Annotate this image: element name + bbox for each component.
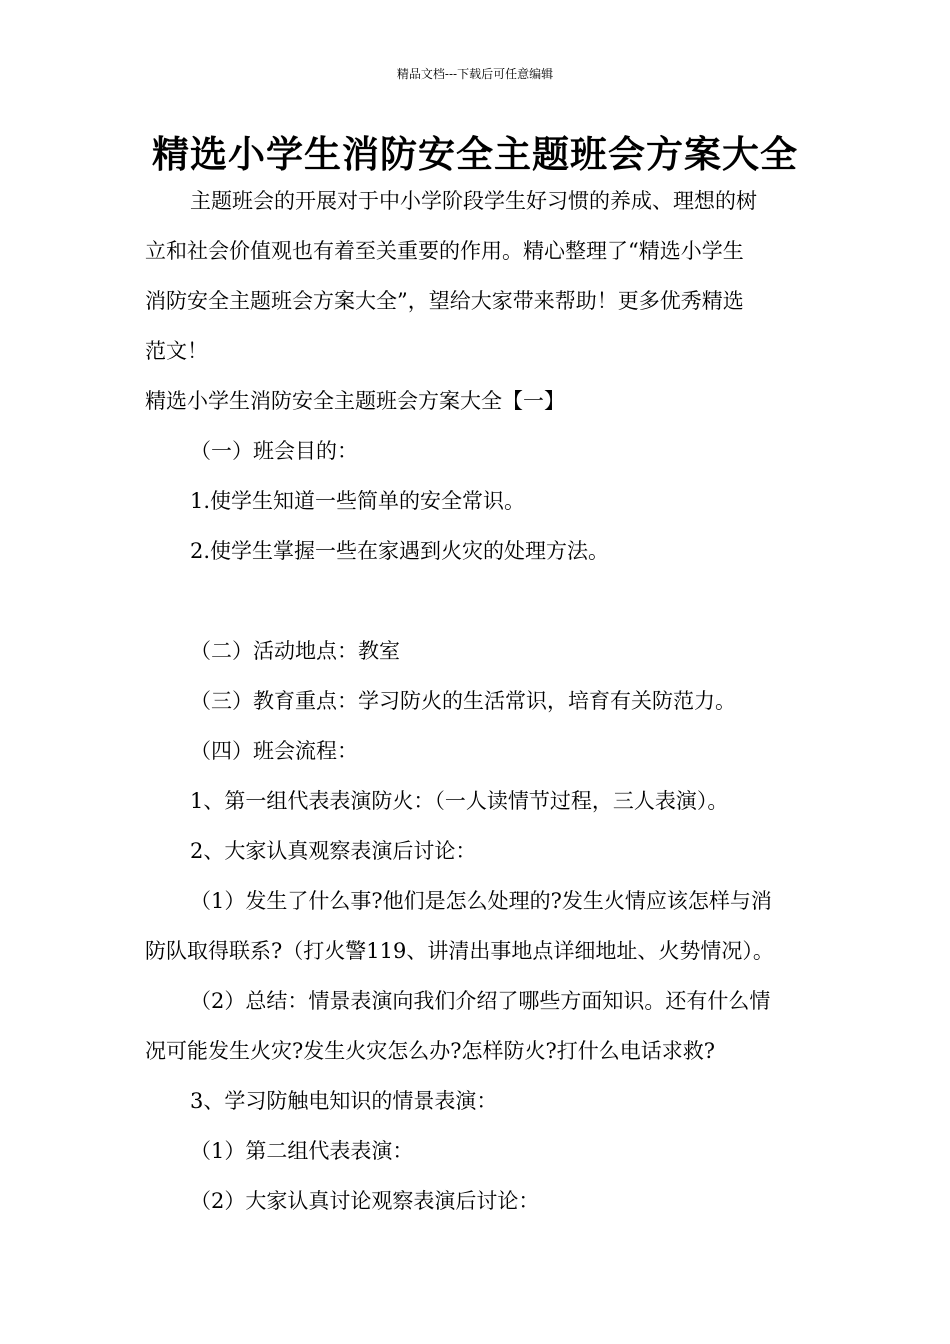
step-3-sub-1: （1）第二组代表表演： <box>190 1139 414 1163</box>
step-2-sub-2-line-2: 况可能发生火灾?发生火灾怎么办?怎样防火?打什么电话求救? <box>145 1039 716 1063</box>
process-step-3: 3、学习防触电知识的情景表演： <box>190 1089 498 1113</box>
page-header: 精品文档---下载后可任意编辑 <box>396 67 554 81</box>
item-process: （四）班会流程： <box>190 739 358 763</box>
purpose-point-2: 2.使学生掌握一些在家遇到火灾的处理方法。 <box>190 539 610 563</box>
item-purpose: （一）班会目的： <box>190 439 358 463</box>
intro-line-3: 消防安全主题班会方案大全”，望给大家带来帮助！更多优秀精选 <box>145 289 744 313</box>
purpose-point-1: 1.使学生知道一些简单的安全常识。 <box>190 489 526 513</box>
section-heading: 精选小学生消防安全主题班会方案大全【一】 <box>145 389 565 413</box>
intro-line-1: 主题班会的开展对于中小学阶段学生好习惯的养成、理想的树 <box>190 189 757 213</box>
item-focus: （三）教育重点：学习防火的生活常识，培育有关防范力。 <box>190 689 736 713</box>
step-2-sub-2-line-1: （2）总结：情景表演向我们介绍了哪些方面知识。还有什么情 <box>190 989 771 1013</box>
item-location: （二）活动地点：教室 <box>190 639 400 663</box>
document-title: 精选小学生消防安全主题班会方案大全 <box>152 132 798 176</box>
intro-line-4: 范文！ <box>145 339 208 363</box>
intro-line-2: 立和社会价值观也有着至关重要的作用。精心整理了“精选小学生 <box>145 239 744 263</box>
step-2-sub-1-line-1: （1）发生了什么事?他们是怎么处理的?发生火情应该怎样与消 <box>190 889 772 913</box>
step-2-sub-1-line-2: 防队取得联系?（打火警119、讲清出事地点详细地址、火势情况）。 <box>145 939 774 963</box>
process-step-2: 2、大家认真观察表演后讨论： <box>190 839 477 863</box>
process-step-1: 1、第一组代表表演防火：（一人读情节过程，三人表演）。 <box>190 789 729 813</box>
step-3-sub-2: （2）大家认真讨论观察表演后讨论： <box>190 1189 540 1213</box>
